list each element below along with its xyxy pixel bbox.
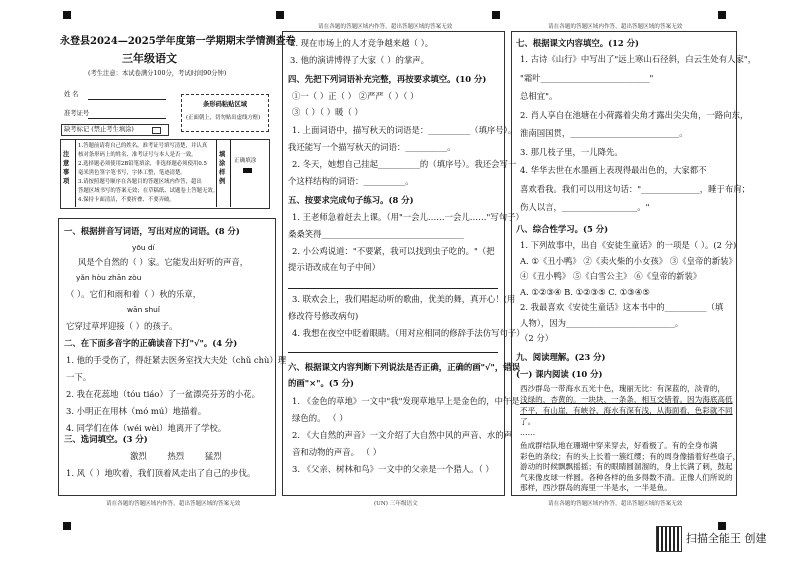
- q3-word-bank: [130, 451, 222, 461]
- q7-list-line: 淮南国国贯，__________________________。: [520, 128, 688, 138]
- notes-list-line: 4.保持卡面清洁，不要折叠、不要弄破。: [78, 197, 175, 203]
- barcode-subtitle: (正面朝上，切勿贴出虚线方框): [186, 115, 261, 121]
- corner-mark: [718, 522, 726, 530]
- corner-mark: [718, 11, 726, 19]
- fill-example-label: 填涂样例: [219, 151, 226, 185]
- notes-label: 注意事项: [63, 151, 70, 185]
- q5-answer-line: [288, 352, 498, 353]
- q9-p2-line: 彩色的条纹；有的头上长着一簇红缨；有的周身像插着好些扇子，: [520, 451, 741, 461]
- notes-list-line: 1.答题前请将自己的姓名、准考证号填写清楚，并认真: [78, 143, 208, 149]
- q9-p2-line: 气来像皮球一样圆。各种各样的鱼多得数不清。正像人们所说的: [520, 472, 733, 482]
- c2-top-line: 2. 现在市场上的人才竞争越来越（ ）。: [290, 38, 434, 48]
- q6-title: 六、根据课文内容判断下列说法是否正确，正确的画"√"，错误: [288, 362, 520, 372]
- q8-list-line: 人物），因为__________________________。: [520, 317, 684, 328]
- q2-list-line: 4. 同学们在体（wéi wèi）地离开了学校。: [66, 423, 227, 433]
- scanner-watermark: 扫描全能王 创建: [686, 532, 767, 545]
- q5-answer-line: [288, 288, 498, 289]
- q4-line-1: 1. 上面词语中，描写秋天的词语是：__________（填序号）。: [292, 125, 517, 135]
- q6-list-line: 1. 《金色的草地》一文中"我"发现草地早上是金色的，中午是: [292, 396, 520, 406]
- q1-pinyin-1: yōu dí: [132, 243, 155, 252]
- barcode-title: 条形码粘贴区域: [203, 101, 248, 108]
- q2-list-line: 2. 我在花蕊地（tóu tiáo）了一盆漂亮芬芳的小花。: [66, 389, 260, 399]
- q5-line-4: 提示语改成在句子中间）: [288, 262, 381, 272]
- exam-no-label: 准考证号: [64, 110, 90, 117]
- corner-mark: [492, 11, 500, 19]
- q9-p1-line: 浅绿的，杏黄的。一块块、一条条，相互交错着。因为海底高低: [520, 395, 733, 404]
- q5-line-6: 修改符号修改病句): [288, 311, 359, 321]
- q4-row-2: ③（ ）（ ）暖（ ）: [292, 107, 363, 117]
- q1-line-3: 它穿过草坪迎接（ ）的孩子。: [66, 321, 178, 331]
- absent-checkbox[interactable]: [152, 127, 161, 134]
- q5-line-5: 3. 联欢会上，我们唱起动听的歌曲，优美的舞，真开心！(用: [292, 294, 516, 304]
- q7-list-line: 3. 那几枝子里，一儿降先。: [520, 146, 623, 157]
- q8-list-line: A. ①《丑小鸭》 ②《卖火柴的小女孩》 ③《皇帝的新装》: [520, 255, 737, 266]
- q7-list-line: 2. 肖人享自在池塘在小荷露着尖角才露出尖尖角，一路向东，: [520, 109, 749, 120]
- subject-title: 三年级语文: [122, 52, 177, 65]
- exam-title: 永登县2024—2025学年度第一学期期末学情测查卷: [60, 36, 296, 47]
- qr-code-icon: [656, 526, 682, 552]
- q3-word: 热烈: [167, 451, 185, 461]
- q7-list-line: 伤人以言，__________________。": [520, 202, 650, 212]
- q7-list-line: 4. 华华去世在水墨画上表现得最出色的，大家都不: [520, 165, 707, 175]
- notes-list-line: 3.请按照题号顺序在各题目的答题区域内作答，超出: [78, 179, 202, 185]
- q6-list-line: 绿色的。 （ ）: [292, 413, 348, 423]
- q5-line-3: 2. 小公鸡说道："不要紧，我可以找到虫子吃的。"（把: [292, 246, 495, 256]
- notes-divider: [75, 139, 76, 207]
- q6-title-2: 的画"×"。(5 分): [288, 378, 354, 388]
- fill-example-mark: [243, 168, 252, 173]
- q8-list-line: （2 分）: [520, 333, 554, 343]
- q7-list-line: 总相宜"。: [520, 91, 558, 101]
- q8-list-line: 1. 下列故事中，出自《安徒生童话》的一项是（ ）。(2 分): [520, 240, 737, 250]
- q7-list-line: 喜欢看我。我们可以用这句话："______________，睡于布肩；: [520, 183, 750, 194]
- notes-divider: [230, 139, 231, 207]
- q7-title: 七、根据课文内容填空。(12 分): [516, 38, 639, 48]
- q4-line-4: 个这样结构的词语：__________。: [288, 176, 414, 186]
- q1-pinyin-2: yǎn hòu zhān zòu: [76, 273, 142, 282]
- absent-label: 缺考标记 (禁止考生填涂): [64, 126, 134, 133]
- q3-title: 三、选词填空。(3 分): [64, 434, 148, 444]
- q7-list-line: "霜叶__________________________": [520, 72, 654, 83]
- q8-list-line: 2. 我最喜欢《安徒生童话》这本书中的__________（填: [520, 302, 724, 312]
- q1-pinyin-3: wān shuǐ: [127, 305, 160, 314]
- q1-title: 一、根据拼音写词语，写出对应的词语。(8 分): [64, 226, 240, 236]
- barcode-area: [181, 94, 269, 132]
- notes-list-line: 2.选择题必须使用2B铅笔填涂，非选择题必须使用0.5: [78, 161, 207, 167]
- q9-subtitle: (一) 课内阅读 (10 分): [516, 369, 603, 379]
- notes-list-line: 毫米黑色签字笔书写，字体工整，笔迹清楚。: [78, 170, 186, 176]
- exam-no-field[interactable]: [88, 118, 166, 119]
- notes-list-line: 核对条形码上的姓名、准考证号与本人是否一致。: [78, 152, 197, 158]
- q6-list-line: 2. 《大自然的声音》一文介绍了大自然中风的声音、水的声: [292, 430, 513, 440]
- c2-top-line: 3. 他的演讲博得了大家（ ）的掌声。: [290, 55, 429, 65]
- q3-word: 猛烈: [204, 451, 222, 461]
- q4-row-1: ①一（ ）正（ ） ②严严（ ）（ ）: [292, 91, 419, 101]
- q9-p2-line: 游动的时候飘飘摇摇；有的眼睛圆溜溜的，身上长满了刺，鼓起: [520, 462, 733, 471]
- q9-p2-line: 鱼成群结队地在珊瑚中穿来穿去，好看极了。有的全身布满: [520, 441, 718, 450]
- exam-subtitle: (考生注意：本试卷满分100分，考试时间90分钟): [88, 70, 227, 77]
- q9-p1-line: 不平，有山崖，有峡谷，海水有深有浅，从海面看，色彩就不同: [520, 406, 733, 415]
- q3-item-1: 1. 风（ ）地吹着，我们顶着风走出了自己的步伐。: [66, 468, 256, 478]
- q5-line-2: 桑桑笑得__________________________________: [288, 229, 464, 239]
- q4-line-2: 我还能写一个描写秋天的词语：__________。: [288, 142, 456, 152]
- corner-mark: [63, 522, 71, 530]
- page-code: (UN) 三年级语文: [374, 501, 418, 507]
- q7-list-line: 1. 古诗《山行》中写出了"远上寒山石径斜，白云生处有人家"，: [520, 54, 757, 64]
- q1-line-1: 风是个自然的（ ）家。它能发出好听的声音，: [78, 257, 249, 267]
- q5-line-1: 1. 王老师急着赶去上课。（用"一会儿……一会儿……"写句子）: [292, 212, 524, 222]
- q3-word: 激烈: [130, 451, 147, 461]
- q8-title: 八、综合性学习。(5 分): [516, 224, 609, 234]
- q4-line-3: 2. 冬天，她想自己挂起__________的（填序号）。我还会写一: [292, 159, 517, 169]
- footer-notice: 请在各题的答题区域内作答，超出答题区域的答案无效: [548, 501, 683, 507]
- q9-p2-line: 那样，西沙群岛的海里一半是水，一半是鱼。: [520, 483, 672, 492]
- q9-p1-line: 西沙群岛一带海水五光十色，瑰丽无比：有深蓝的，淡青的，: [520, 384, 726, 393]
- q5-line-7: 4. 我想在夜空中眨着眼睛。（用对应相同的修辞手法仿写句子）: [292, 328, 525, 338]
- q2-list-line: 3. 小明正在用林（mó mú）地描着。: [66, 406, 207, 416]
- corner-mark: [276, 11, 284, 19]
- header-notice: 请在各题的答题区域内作答，超出答题区域的答案无效: [318, 24, 453, 30]
- header-notice: 请在各题的答题区域内作答，超出答题区域的答案无效: [548, 24, 683, 30]
- q2-list-line: 1. 他的手受伤了，得赶紧去医务室找大夫处（chǔ chù）理: [66, 355, 287, 365]
- notes-list-line: 答题区域书写的答案无效；在草稿纸、试题卷上答题无效。: [78, 188, 219, 194]
- q4-title: 四、先把下列词语补充完整，再按要求填空。(10 分): [288, 74, 487, 84]
- corner-mark: [63, 11, 71, 19]
- q9-title: 九、阅读理解。(23 分): [516, 352, 606, 362]
- notes-divider: [216, 139, 217, 207]
- q1-line-2: （ ）。它们和雨和着（ ）秋的乐章，: [66, 289, 202, 299]
- q2-title: 二、在下面多音字的正确读音下打"√"。(4 分): [64, 338, 238, 348]
- q5-title: 五、按要求完成句子练习。(8 分): [288, 195, 414, 205]
- q8-list-line: A. ①②③④ B. ①②③⑤ C. ①③④⑤: [520, 286, 650, 297]
- q6-list-line: 3. 《父亲、树林和鸟》一文中的父亲是一个猎人。（ ）: [292, 464, 494, 474]
- q6-list-line: 音和动物的声音。 （ ）: [292, 447, 382, 457]
- footer-notice: 请在各题的答题区域内作答，超出答题区域的答案无效: [106, 501, 241, 507]
- q9-p1-line: 了。: [520, 417, 536, 426]
- q2-list-line: 一下。: [66, 372, 92, 382]
- fill-correct-label: 正确填涂: [234, 158, 257, 164]
- q9-p1-line: ……: [520, 428, 536, 437]
- q8-list-line: ④《丑小鸭》 ⑤《白雪公主》 ⑥《皇帝的新装》: [520, 271, 702, 281]
- name-label: 姓 名: [64, 91, 79, 98]
- name-field[interactable]: [88, 99, 166, 100]
